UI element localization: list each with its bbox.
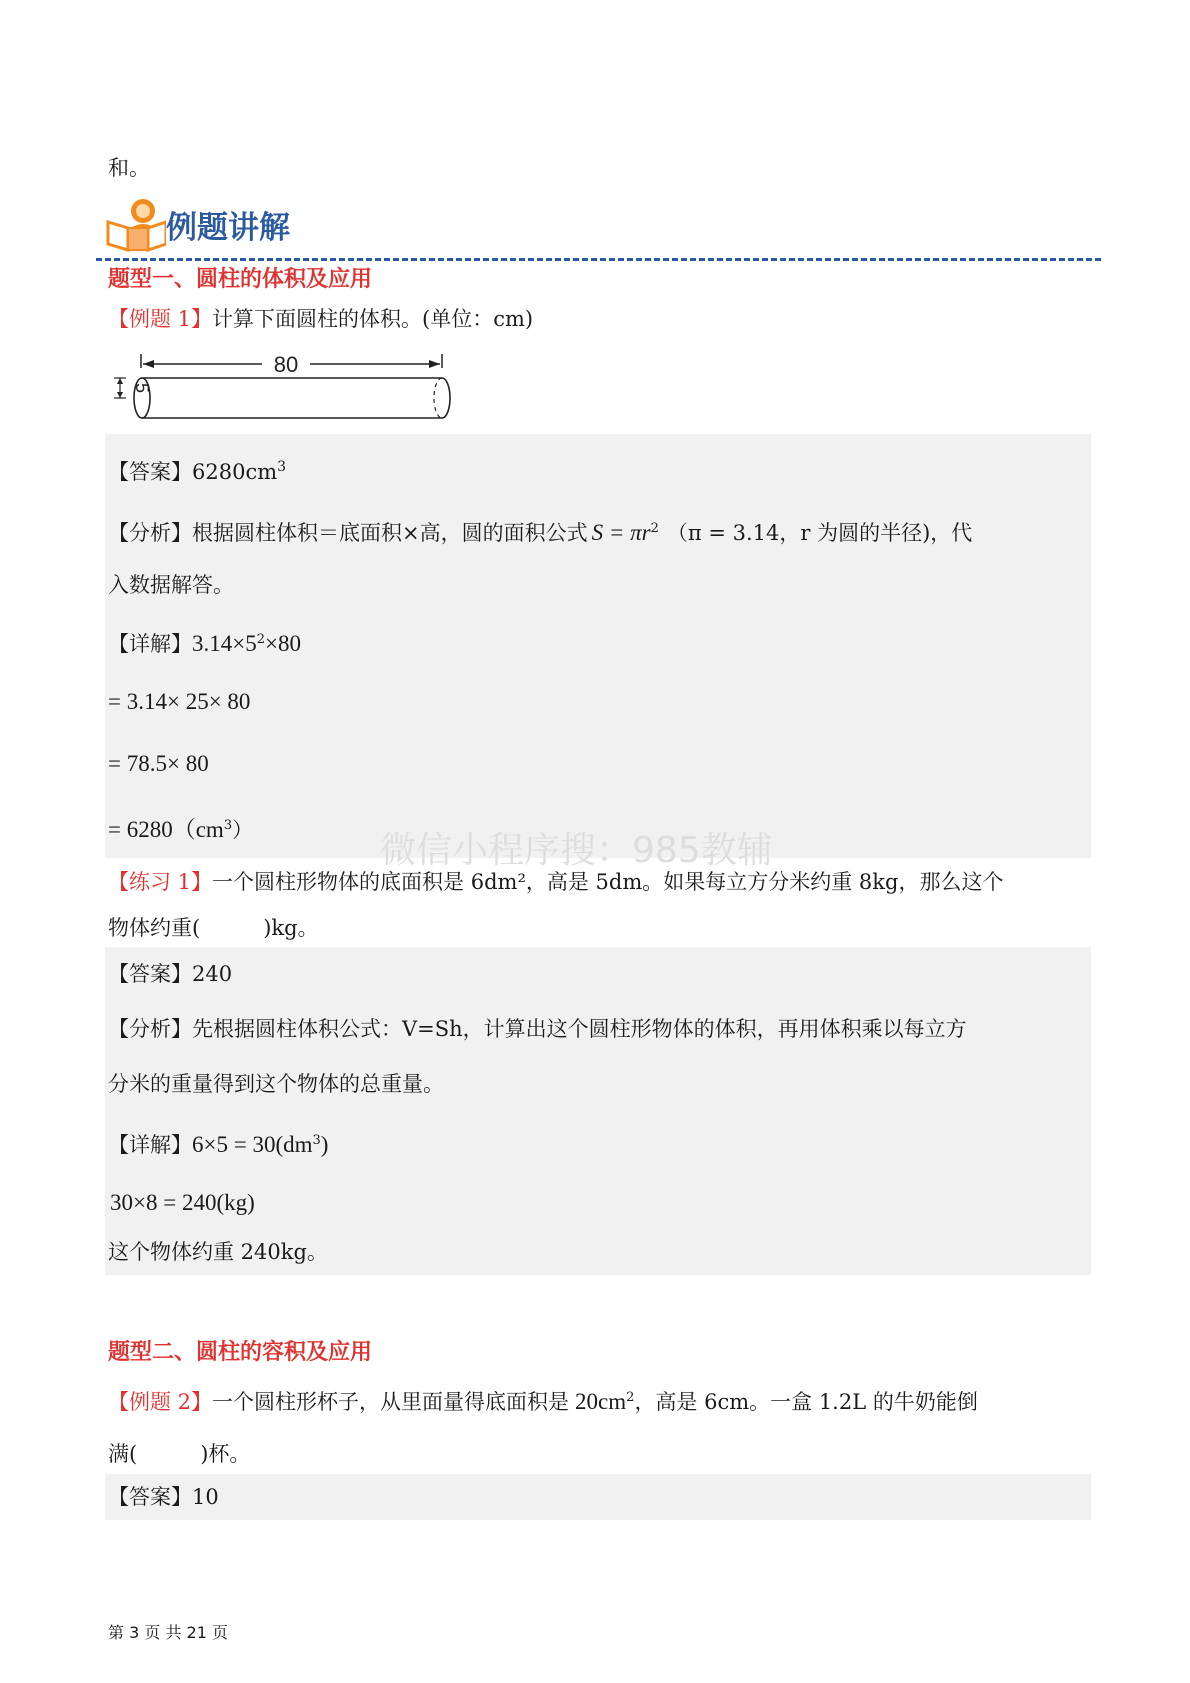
cylinder-figure: [112, 350, 457, 425]
example1-question: [108, 305, 533, 333]
type1-heading: 题型一、圆柱的体积及应用: [108, 267, 373, 292]
example1-detail-step1: 【详解】$3.14\times 5^2\times 80$: [108, 631, 301, 656]
example2-answer: 【答案】10: [108, 1485, 219, 1509]
practice1-analysis-line2: 分米的重量得到这个物体的总重量。: [108, 1072, 444, 1096]
example1-tag: 【例题 1】: [108, 307, 213, 331]
example2-question-line1: 【例题 2】一个圆柱形杯子，从里面量得底面积是 $20cm^2$，高是 6cm。一盒 1.2L 的牛奶能倒: [108, 1389, 978, 1414]
practice1-detail-step2: 30×8 = 240(kg): [110, 1190, 255, 1215]
section-divider: [96, 258, 1101, 261]
practice1-answer-box: [105, 947, 1091, 1275]
continuation-text: 和。: [108, 156, 150, 180]
example1-question-text: 计算下面圆柱的体积。(单位：cm): [212, 307, 534, 331]
example2-tag: 【例题 2】: [108, 1390, 213, 1414]
practice1-analysis-line1: 【分析】先根据圆柱体积公式：V=Sh，计算出这个圆柱形物体的体积，再用体积乘以每立方: [108, 1017, 967, 1041]
example2-answer-box: [105, 1474, 1091, 1520]
practice1-answer: 【答案】240: [108, 962, 233, 986]
practice1-tag: 【练习 1】: [108, 870, 213, 894]
example1-detail-step4: = $6280(cm^3)$: [108, 817, 254, 842]
radius-label: 5: [132, 382, 152, 394]
practice1-conclusion: 这个物体约重 240kg。: [108, 1240, 328, 1264]
reader-book-icon: [106, 196, 166, 252]
type2-heading: 题型二、圆柱的容积及应用: [108, 1340, 373, 1365]
example2-question-line2: 满( )杯。: [108, 1442, 251, 1466]
example1-analysis-line1: 【分析】根据圆柱体积＝底面积×高，圆的面积公式 $S = \pi r^2$ （π = 3.14，r 为圆的半径)，代: [108, 520, 973, 545]
example1-detail-step2: = 3.14× 25× 80: [108, 689, 251, 714]
page-footer: 第 3 页 共 21 页: [108, 1623, 228, 1642]
practice1-question-line1: 【练习 1】一个圆柱形物体的底面积是 6dm²，高是 5dm。如果每立方分米约重 8kg，那么这个: [108, 870, 1004, 894]
length-label: 80: [273, 352, 299, 377]
example1-analysis-line2: 入数据解答。: [108, 573, 234, 597]
practice1-detail-step1: 【详解】$6\times 5 = 30(dm^3)$: [108, 1132, 329, 1157]
watermark: 微信小程序搜：985教辅: [380, 830, 773, 871]
example1-answer: 【答案】$6280cm^3$: [108, 459, 287, 484]
section-banner-title: 例题讲解: [166, 210, 290, 246]
example1-detail-step3: = 78.5× 80: [108, 751, 209, 776]
practice1-question-line2: 物体约重( )kg。: [108, 916, 319, 940]
